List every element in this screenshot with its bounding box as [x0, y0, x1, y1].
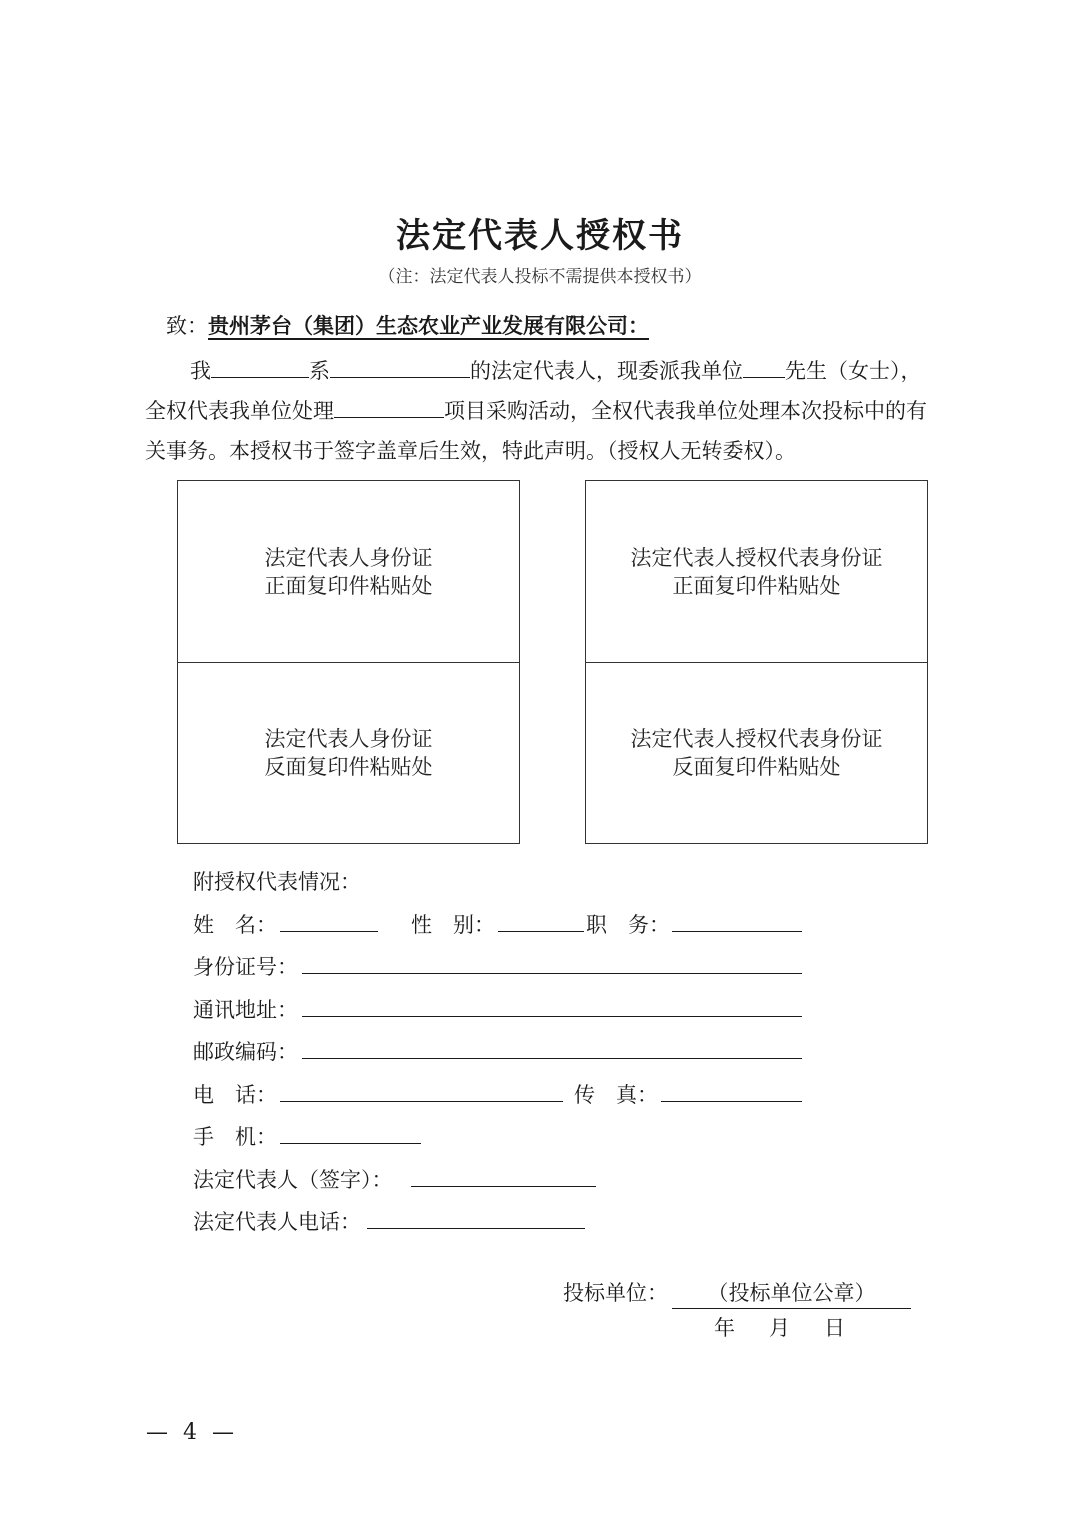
fax-field[interactable] — [661, 1101, 802, 1102]
body-text-effective: 关事务。本授权书于签字盖章后生效，特此声明。（授权人无转委权）。 — [145, 439, 796, 463]
bidder-label: 投标单位： — [563, 1281, 668, 1305]
body-text-wo: 我 — [190, 359, 211, 383]
phone-field[interactable] — [280, 1101, 563, 1102]
body-text-project: 项目采购活动，全权代表我单位处理本次投标中的有 — [444, 399, 927, 423]
addressee-prefix: 致： — [166, 314, 208, 338]
name-field[interactable] — [280, 931, 378, 932]
box-label: 法定代表人身份证 — [264, 545, 433, 570]
blank-company-name[interactable] — [330, 355, 470, 378]
id-number-label: 身份证号： — [193, 955, 298, 979]
document-note: （注：法定代表人投标不需提供本授权书） — [378, 267, 702, 287]
postcode-field[interactable] — [302, 1058, 802, 1059]
postcode-label: 邮政编码： — [193, 1040, 298, 1064]
blank-agent-name[interactable] — [743, 355, 785, 378]
gender-field[interactable] — [498, 931, 584, 932]
agent-id-front-box — [585, 480, 928, 663]
box-label: 反面复印件粘贴处 — [672, 755, 841, 779]
document-title: 法定代表人授权书 — [396, 216, 684, 256]
position-label: 职 务： — [586, 913, 670, 937]
date-month: 月 — [769, 1316, 790, 1340]
body-line-1 — [190, 351, 922, 391]
legal-rep-id-front-box — [177, 480, 520, 663]
fax-label: 传 真： — [574, 1083, 658, 1107]
body-text-delegate: 的法定代表人，现委派我单位 — [470, 359, 743, 383]
address-label: 通讯地址： — [193, 998, 298, 1022]
body-text-mr-ms: 先生（女士）， — [785, 359, 922, 383]
box-label: 法定代表人授权代表身份证 — [630, 727, 883, 751]
legal-phone-label: 法定代表人电话： — [193, 1210, 361, 1234]
box-label: 正面复印件粘贴处 — [264, 573, 433, 598]
box-label: 反面复印件粘贴处 — [264, 755, 433, 779]
box-label: 法定代表人身份证 — [264, 727, 433, 751]
mobile-label: 手 机： — [193, 1125, 277, 1149]
legal-rep-id-back-box — [177, 662, 520, 844]
legal-sign-label: 法定代表人（签字）： — [193, 1168, 393, 1192]
mobile-field[interactable] — [280, 1143, 421, 1144]
date-year: 年 — [714, 1316, 735, 1340]
id-number-field[interactable] — [302, 973, 802, 974]
agent-info-heading: 附授权代表情况： — [193, 870, 361, 894]
body-line-3 — [145, 431, 796, 471]
box-label: 法定代表人授权代表身份证 — [630, 545, 883, 570]
addressee-company: 贵州茅台（集团）生态农业产业发展有限公司： — [208, 313, 649, 338]
agent-id-back-box — [585, 662, 928, 844]
blank-project-name[interactable] — [334, 395, 444, 418]
phone-label: 电 话： — [193, 1083, 277, 1107]
addressee-line — [166, 310, 649, 340]
gender-label: 性 别： — [411, 913, 495, 937]
legal-phone-field[interactable] — [367, 1228, 585, 1229]
page-number: — 4 — — [146, 1420, 238, 1445]
date-day: 日 — [824, 1316, 845, 1340]
box-label: 正面复印件粘贴处 — [672, 573, 841, 598]
blank-principal-name[interactable] — [211, 355, 309, 378]
bidder-seal-field[interactable]: （投标单位公章） — [672, 1277, 911, 1309]
position-field[interactable] — [672, 931, 802, 932]
body-text-xi: 系 — [309, 359, 330, 383]
body-text-handle: 全权代表我单位处理 — [145, 399, 334, 423]
name-label: 姓 名： — [193, 913, 277, 937]
address-field[interactable] — [302, 1016, 802, 1017]
body-line-2 — [145, 391, 927, 431]
legal-sign-field[interactable] — [411, 1186, 596, 1187]
